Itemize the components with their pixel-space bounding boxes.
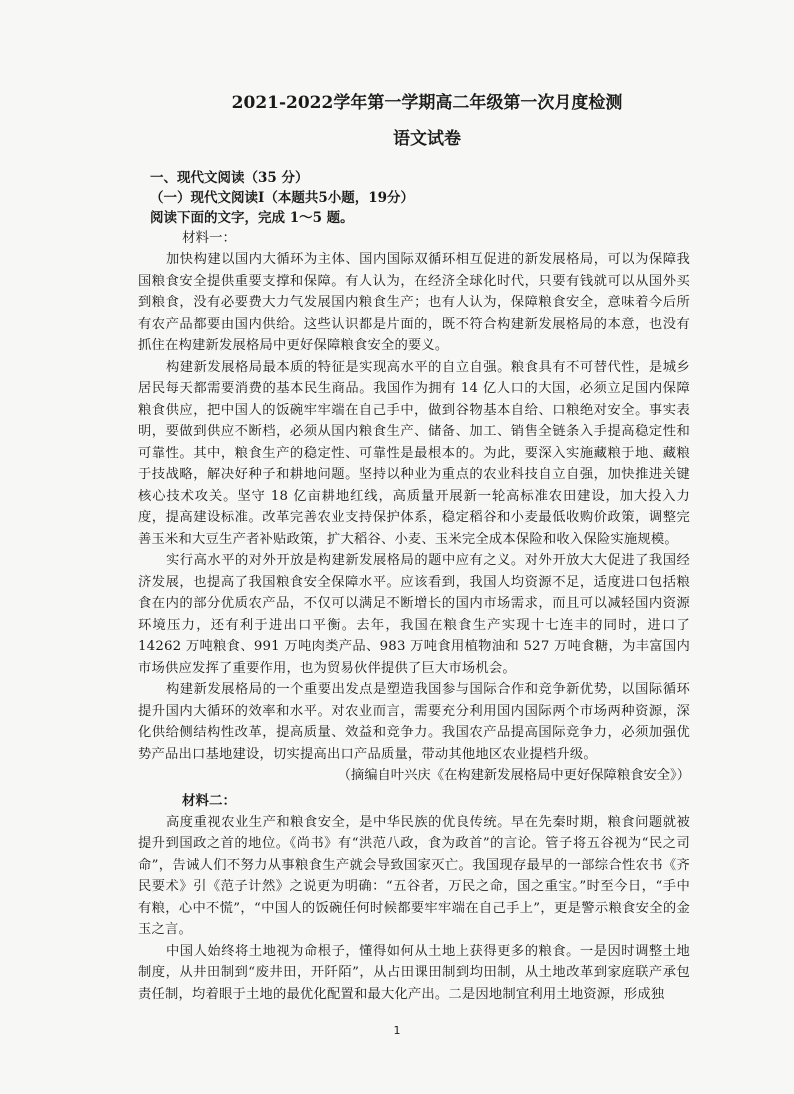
reading-instruction: 阅读下面的文字，完成 1～5 题。 [150, 210, 354, 226]
section-heading: 一、现代文阅读（35 分） [150, 170, 309, 186]
material2-paragraph: 中国人始终将土地视为命根子，懂得如何从土地上获得更多的粮食。一是因时调整土地制度，从井田制到“废井田，开阡陌”，从占田课田制到均田制，从土地改革到家庭联产承包责任制，均着眼于土地的最优化配置和最大化产出。二是因地制宜利用土地资源，形成独 [138, 943, 690, 1002]
exam-title: 2021-2022学年第一学期高二年级第一次月度检测 [231, 93, 623, 113]
subsection-heading: （一）现代文阅读Ⅰ（本题共5小题，19分） [150, 190, 414, 206]
page-number: 1 [393, 1024, 401, 1037]
material1-source: （摘编自叶兴庆《在构建新发展格局中更好保障粮食安全》） [337, 768, 690, 783]
material2-label: 材料二： [182, 792, 236, 809]
material2-paragraph: 高度重视农业生产和粮食安全，是中华民族的优良传统。早在先秦时期，粮食问题就被提升到国政之首的地位。《尚书》有“洪范八政，食为政首”的言论。管子将五谷视为“民之司命”，告诫人们不努力从事粮食生产就会导致国家灭亡。我国现存最早的一部综合性农书《齐民要术》引《范子计然》之说更为明确：“五谷者，万民之命，国之重宝。”时至今日，“手中有粮，心中不慌”，“中国人的饭碗任何时候都要牢牢端在自己手上”，更是警示粮食安全的金玉之言。 [138, 814, 690, 937]
material1-paragraph: 实行高水平的对外开放是构建新发展格局的题中应有之义。对外开放大大促进了我国经济发展，也提高了我国粮食安全保障水平。应该看到，我国人均资源不足，适度进口包括粮食在内的部分优质农产品，不仅可以满足不断增长的国内市场需求，而且可以减轻国内资源环境压力，还有利于进出口平衡。去年，我国在粮食生产实现十七连丰的同时，进口了 14262 万吨粮食、991 万吨肉类产品、983 万吨食用植物油和 527 万吨食糖，为丰富国内市场供应发挥了重要作用，也为贸易伙伴提供了巨大市场机会。 [138, 553, 690, 676]
exam-subtitle: 语文试卷 [393, 129, 461, 149]
material1-label: 材料一： [182, 230, 236, 246]
material1-paragraph: 加快构建以国内大循环为主体、国内国际双循环相互促进的新发展格局，可以为保障我国粮食安全提供重要支撑和保障。有人认为，在经济全球化时代，只要有钱就可以从国外买到粮食，没有必要费大力气发展国内粮食生产；也有人认为，保障粮食安全，意味着今后所有农产品都要由国内供给。这些认识都是片面的，既不符合构建新发展格局的本意，也没有抓住在构建新发展格局中更好保障粮食安全的要义。 [138, 252, 690, 353]
material1-paragraph: 构建新发展格局最本质的特征是实现高水平的自立自强。粮食具有不可替代性，是城乡居民每天都需要消费的基本民生商品。我国作为拥有 14 亿人口的大国，必须立足国内保障粮食供应，把中国人的饭碗牢牢端在自己手中，做到谷物基本自给、口粮绝对安全。事实表明，要做到供应不断档，必须从国内粮食生产、储备、加工、销售全链条入手提高稳定性和可靠性。其中，粮食生产的稳定性、可靠性是最根本的。为此，要深入实施藏粮于地、藏粮于技战略，解决好种子和耕地问题。坚持以种业为重点的农业科技自立自强，加快推进关键核心技术攻关。坚守 18 亿亩耕地红线，高质量开展新一轮高标准农田建设，加大投入力度，提高建设标准。改革完善农业支持保护体系，稳定稻谷和小麦最低收购价政策，调整完善玉米和大豆生产者补贴政策，扩大稻谷、小麦、玉米完全成本保险和收入保险实施规模。 [138, 359, 690, 547]
material1-paragraph: 构建新发展格局的一个重要出发点是塑造我国参与国际合作和竞争新优势，以国际循环提升国内大循环的效率和水平。对农业而言，需要充分利用国内国际两个市场两种资源，深化供给侧结构性改革，提高质量、效益和竞争力。我国农产品提高国际竞争力，必须加强优势产品出口基地建设，切实提高出口产品质量，带动其他地区农业提档升级。 [138, 682, 690, 762]
